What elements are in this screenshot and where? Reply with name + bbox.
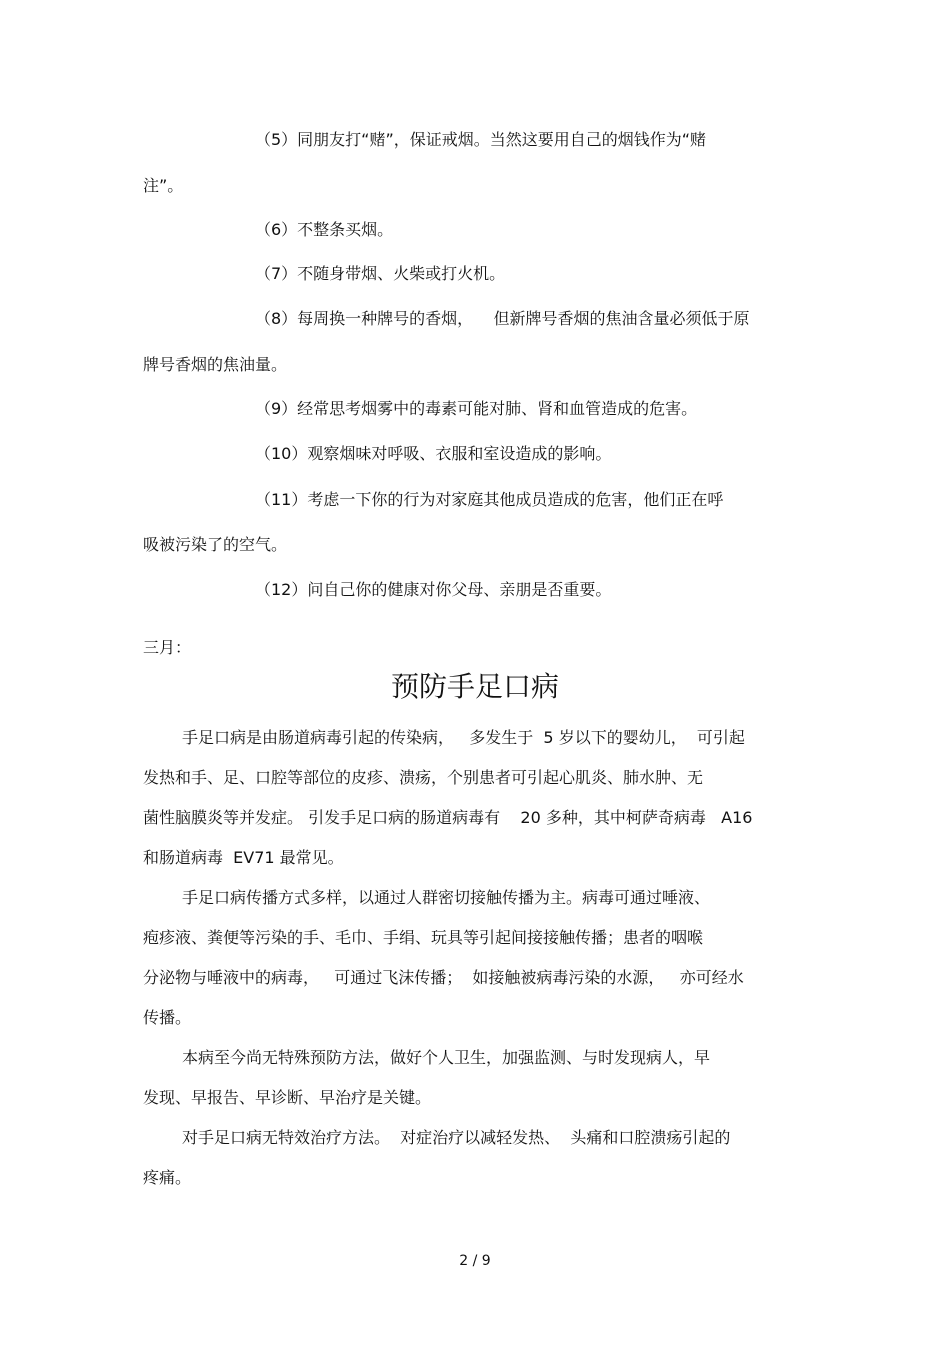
list-item-10: （10）观察烟味对呼吸、衣服和室设造成的影响。 [255, 444, 612, 463]
paragraph-3-line-1: 本病至今尚无特殊预防方法，做好个人卫生，加强监测、与时发现病人，早 [182, 1048, 711, 1067]
paragraph-1-line-3: 菌性脑膜炎等并发症。 引发手足口病的肠道病毒有 20 多种，其中柯萨奇病毒 A16 [143, 808, 753, 827]
paragraph-3-line-2: 发现、早报告、早诊断、早治疗是关键。 [143, 1088, 432, 1107]
paragraph-2-line-2: 疱疹液、粪便等污染的手、毛巾、手绢、玩具等引起间接接触传播；患者的咽喉 [143, 928, 704, 947]
paragraph-1-line-2: 发热和手、足、口腔等部位的皮疹、溃疡，个别患者可引起心肌炎、肺水肿、无 [143, 768, 704, 787]
list-item-12: （12）问自己你的健康对你父母、亲朋是否重要。 [255, 580, 612, 599]
paragraph-2-line-4: 传播。 [143, 1008, 192, 1027]
list-item-8-line-1: （8）每周换一种牌号的香烟， 但新牌号香烟的焦油含量必须低于原 [255, 309, 750, 328]
list-item-8-line-2: 牌号香烟的焦油量。 [143, 355, 288, 374]
paragraph-1-line-1: 手足口病是由肠道病毒引起的传染病， 多发生于 5 岁以下的婴幼儿， 可引起 [182, 728, 745, 747]
list-item-11-line-2: 吸被污染了的空气。 [143, 535, 288, 554]
paragraph-2-line-3: 分泌物与唾液中的病毒， 可通过飞沫传播； 如接触被病毒污染的水源， 亦可经水 [143, 968, 744, 987]
list-item-5-line-2: 注”。 [143, 176, 184, 195]
list-item-5-line-1: （5）同朋友打“赌”，保证戒烟。当然这要用自己的烟钱作为“赌 [255, 130, 707, 149]
paragraph-2-line-1: 手足口病传播方式多样，以通过人群密切接触传播为主。病毒可通过唾液、 [182, 888, 711, 907]
paragraph-4-line-2: 疼痛。 [143, 1168, 192, 1187]
list-item-11-line-1: （11）考虑一下你的行为对家庭其他成员造成的危害，他们正在呼 [255, 490, 724, 509]
list-item-6: （6）不整条买烟。 [255, 220, 394, 239]
section-title: 预防手足口病 [390, 670, 559, 703]
month-label: 三月： [143, 638, 192, 657]
list-item-7: （7）不随身带烟、火柴或打火机。 [255, 264, 506, 283]
page-number: 2 / 9 [459, 1253, 491, 1269]
paragraph-4-line-1: 对手足口病无特效治疗方法。 对症治疗以减轻发热、 头痛和口腔溃疡引起的 [182, 1128, 731, 1147]
paragraph-1-line-4: 和肠道病毒 EV71 最常见。 [143, 848, 344, 867]
list-item-9: （9）经常思考烟雾中的毒素可能对肺、肾和血管造成的危害。 [255, 399, 698, 418]
